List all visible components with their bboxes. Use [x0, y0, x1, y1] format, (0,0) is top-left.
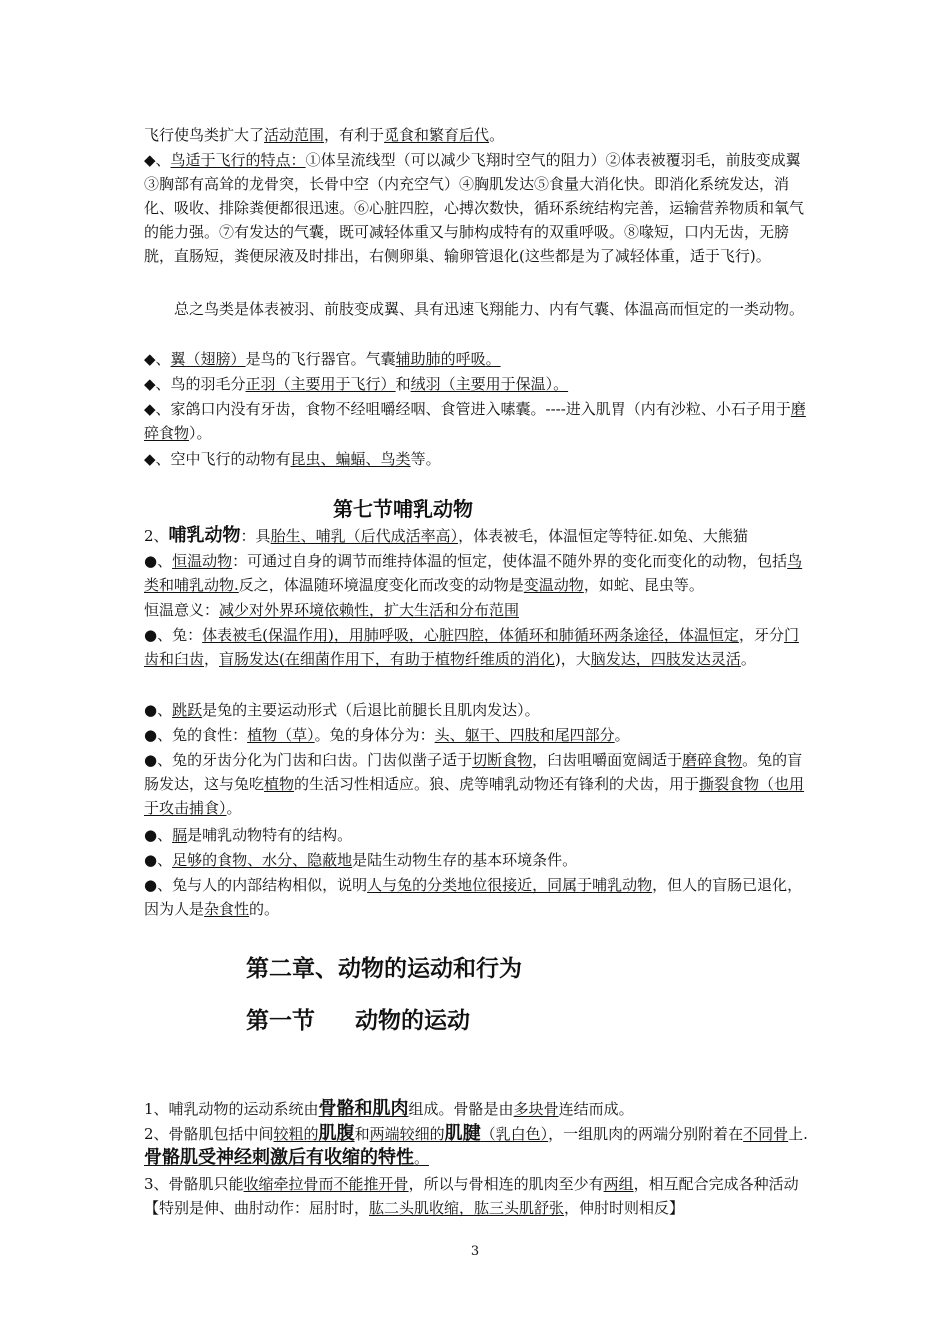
underlined-text: 。: [414, 1149, 430, 1167]
text: ，: [204, 650, 220, 668]
text: 。: [489, 126, 505, 144]
text: 上.: [788, 1125, 808, 1143]
underlined-text: 植物: [264, 775, 295, 793]
paragraph-flight-benefit: [144, 123, 809, 147]
text: 2、: [144, 527, 169, 545]
text: ，一组肌肉的两端分别附着在: [548, 1125, 744, 1143]
bullet: ●、: [144, 851, 173, 869]
text: ◆、鸟的羽毛分: [144, 375, 246, 393]
text: 是鸟的飞行器官。气囊: [245, 350, 396, 368]
paragraph-human-rabbit: [144, 873, 809, 921]
underlined-text: 辅助肺的呼吸。: [395, 350, 501, 368]
paragraph-muscle-pairs: [144, 1172, 809, 1220]
underlined-text: 门齿和臼齿: [144, 626, 799, 668]
underlined-text: 切断食物: [472, 751, 533, 769]
section-title: 动物的运动: [355, 1008, 470, 1034]
bullet: ●、: [144, 701, 173, 719]
underlined-text: 觅食和繁育后代: [384, 126, 490, 144]
bold-underlined-term: 肌腹: [318, 1123, 355, 1144]
underlined-text: 鸟适于飞行的特点：: [170, 151, 306, 169]
paragraph-warm-meaning: [144, 598, 809, 622]
text: ，体表被毛，体温恒定等特征.如兔、大熊猫: [458, 527, 748, 545]
text: )，大: [554, 650, 591, 668]
underlined-text: 植物（草）: [247, 726, 315, 744]
underlined-text: 磨碎食物: [144, 400, 806, 442]
underlined-text: 心脏四腔: [423, 626, 484, 644]
underlined-text: ，: [408, 626, 424, 644]
text: 。兔的身体分为：: [314, 726, 435, 744]
paragraph-diaphragm: [144, 823, 809, 847]
text: 。: [614, 726, 630, 744]
paragraph-conditions: [144, 848, 809, 872]
paragraph-flying-animals: [144, 447, 809, 471]
bullet: ◆、: [144, 151, 171, 169]
text: ，臼齿咀嚼面宽阔适于: [532, 751, 683, 769]
underlined-text: 撕裂食物（也用于攻击捕食）: [144, 775, 805, 817]
underlined-text: 脑发达: [590, 650, 636, 668]
underlined-text: 磨碎食物: [682, 751, 743, 769]
underlined-text: 减少对外界环境依赖性，扩大生活和分布范围: [219, 601, 520, 619]
text: 。: [226, 799, 242, 817]
underlined-text: 绒羽（主要用于保温）。: [410, 375, 569, 393]
underlined-text: 活动范围: [264, 126, 325, 144]
paragraph-rabbit: [144, 623, 809, 671]
text: 。: [740, 650, 756, 668]
text: 。兔的盲肠发达，这与兔吃: [144, 751, 803, 793]
bold-underlined-term: 骨骼和肌肉: [318, 1098, 409, 1119]
text: ）。: [189, 424, 212, 442]
text: 恒温意义：: [144, 601, 220, 619]
underlined-text: 足够的食物、水分、隐蔽地: [172, 851, 353, 869]
underlined-text: 翼（翅膀）: [170, 350, 246, 368]
underlined-text: 较粗的: [273, 1125, 319, 1143]
underlined-text: 鸟类和哺乳动物.: [144, 552, 803, 594]
bullet: ●、: [144, 826, 173, 844]
bold-term: 哺乳动物: [168, 525, 241, 546]
text: 反之，体温随环境温度变化而改变的动物是: [238, 576, 524, 594]
text: ，牙分: [738, 626, 784, 644]
underlined-text: 杂食性: [204, 900, 250, 918]
text: 飞行使鸟类扩大了: [144, 126, 265, 144]
paragraph-diet: [144, 723, 809, 747]
section-heading-mammals: 第七节哺乳动物: [333, 497, 473, 521]
underlined-text: 收缩牵拉骨而不能推开骨: [243, 1175, 409, 1193]
underlined-text: ，: [663, 626, 679, 644]
paragraph-teeth: [144, 748, 809, 820]
text: 和: [354, 1125, 370, 1143]
text: ●、兔的牙齿分化为门齿和臼齿。门齿似凿子适于: [144, 751, 473, 769]
underlined-text: ，: [333, 626, 349, 644]
underlined-text: 头、躯干、四肢和尾四部分: [434, 726, 615, 744]
section-label: 第一节: [246, 1008, 315, 1034]
paragraph-pigeon-digestion: [144, 397, 809, 445]
underlined-text: ，: [635, 650, 651, 668]
underlined-text: 多块骨: [513, 1100, 559, 1118]
underlined-text: 变温动物: [523, 576, 584, 594]
paragraph-jump: [144, 698, 809, 722]
chapter-heading: 第二章、动物的运动和行为: [246, 956, 522, 982]
underlined-text: 体温恒定: [678, 626, 739, 644]
underlined-text: 两端较细的: [369, 1125, 445, 1143]
underlined-text: 体表被毛(保温作用): [202, 626, 334, 644]
underlined-text: 膈: [172, 826, 188, 844]
underlined-text: (: [279, 650, 285, 668]
underlined-text: 体循环和肺循环两条途径: [498, 626, 664, 644]
underlined-text: 昆虫、蝙蝠、鸟类: [290, 450, 411, 468]
paragraph-wing: [144, 347, 809, 371]
text: ●、兔：: [144, 626, 203, 644]
underlined-text: 胎生、哺乳（后代成活率高）: [270, 527, 459, 545]
paragraph-warm-blooded: [144, 549, 809, 597]
text: 等。: [410, 450, 441, 468]
bullet: ◆、: [144, 350, 171, 368]
bullet: ●、: [144, 552, 173, 570]
text: ◆、家鸽口内没有牙齿，食物不经咀嚼经咽、食管进入嗉囊。----进入肌胃（内有沙粒、小石子用于: [144, 400, 791, 418]
underlined-text: （乳白色）: [480, 1125, 549, 1143]
text: 的。: [249, 900, 280, 918]
underlined-text: 人与兔的分类地位很接近，同属于哺乳动物: [367, 876, 653, 894]
paragraph-bird-flight-features: [144, 148, 809, 268]
text: ◆、空中飞行的动物有: [144, 450, 291, 468]
text: 1、哺乳动物的运动系统由: [144, 1100, 319, 1118]
underlined-text: 恒温动物: [172, 552, 233, 570]
text: ：具: [240, 527, 271, 545]
underlined-text: 用肺呼吸: [348, 626, 409, 644]
underlined-text: ，: [483, 626, 499, 644]
text: ，伸肘时则相反】: [564, 1199, 685, 1217]
text: 连结而成。: [558, 1100, 634, 1118]
underlined-text: 盲肠发达: [219, 650, 280, 668]
text: 是陆生动物生存的基本环境条件。: [352, 851, 578, 869]
section-heading-movement: [246, 1005, 470, 1037]
text: ●、兔的食性：: [144, 726, 248, 744]
bold-underlined-term: 骨骼肌受神经刺激后有收缩的特性: [144, 1147, 414, 1168]
page-number: 3: [470, 1244, 480, 1259]
underlined-text: 肱二头肌收缩，肱三头肌舒张: [369, 1199, 565, 1217]
underlined-text: 正羽（主要用于飞行）: [245, 375, 396, 393]
text: 和: [395, 375, 411, 393]
text: 的生活习性相适应。狼、虎等哺乳动物还有锋利的犬齿，用于: [294, 775, 700, 793]
underlined-text: 在细菌作用下，有助于植物纤维质的消化: [284, 650, 555, 668]
text: 2、骨骼肌包括中间: [144, 1125, 274, 1143]
underlined-text: 四肢发达灵活: [650, 650, 741, 668]
paragraph-bird-summary: 总之鸟类是体表被羽、前肢变成翼、具有迅速飞翔能力、内有气囊、体温高而恒定的一类动物。: [174, 300, 805, 318]
text: ，如蛇、昆虫等。: [583, 576, 704, 594]
text: ：可通过自身的调节而维持体温的恒定，使体温不随外界的变化而变化的动物，包括: [232, 552, 788, 570]
text: ，所以与骨相连的肌肉至少有: [408, 1175, 604, 1193]
bold-underlined-term: 肌腱: [444, 1123, 481, 1144]
paragraph-feathers: [144, 372, 809, 396]
paragraph-skeletal-muscle: [144, 1122, 809, 1170]
paragraph-mammal-definition: [144, 524, 809, 548]
text: ，有利于: [324, 126, 385, 144]
text: ，相互配合完成各种活动【特别是伸、曲肘动作：屈肘时，: [144, 1175, 799, 1217]
text: 3、骨骼肌只能: [144, 1175, 244, 1193]
underlined-text: 不同骨: [743, 1125, 789, 1143]
paragraph-movement-system: [144, 1097, 809, 1121]
underlined-text: 跳跃: [172, 701, 203, 719]
underlined-text: 两组: [603, 1175, 634, 1193]
text: ，但人的盲肠已退化，因为人是: [144, 876, 803, 918]
text: 组成。骨骼是由: [408, 1100, 514, 1118]
text: 是哺乳动物特有的结构。: [187, 826, 353, 844]
text: 是兔的主要运动形式（后退比前腿长且肌肉发达）。: [202, 701, 540, 719]
text: ①体呈流线型（可以减少飞翔时空气的阻力）②体表被覆羽毛，前肢变成翼③胸部有高耸的龙骨突，长骨中空（内充空气）④胸肌发达⑤食量大消化快。即消化系统发达，消化、吸收、排除粪便都很迅速。⑥心脏四腔，心搏次数快，循环系统结构完善，运输营养物质和氧气的能力强。⑦有发达的气囊，既可减轻体重又与肺构成特有的双重呼吸。⑧喙短，口内无齿，无膀胱，直肠短，粪便尿液及时排出，右侧卵巢、输卵管退化(这些都是为了减轻体重，适于飞行)。: [144, 151, 805, 265]
text: ●、兔与人的内部结构相似，说明: [144, 876, 368, 894]
